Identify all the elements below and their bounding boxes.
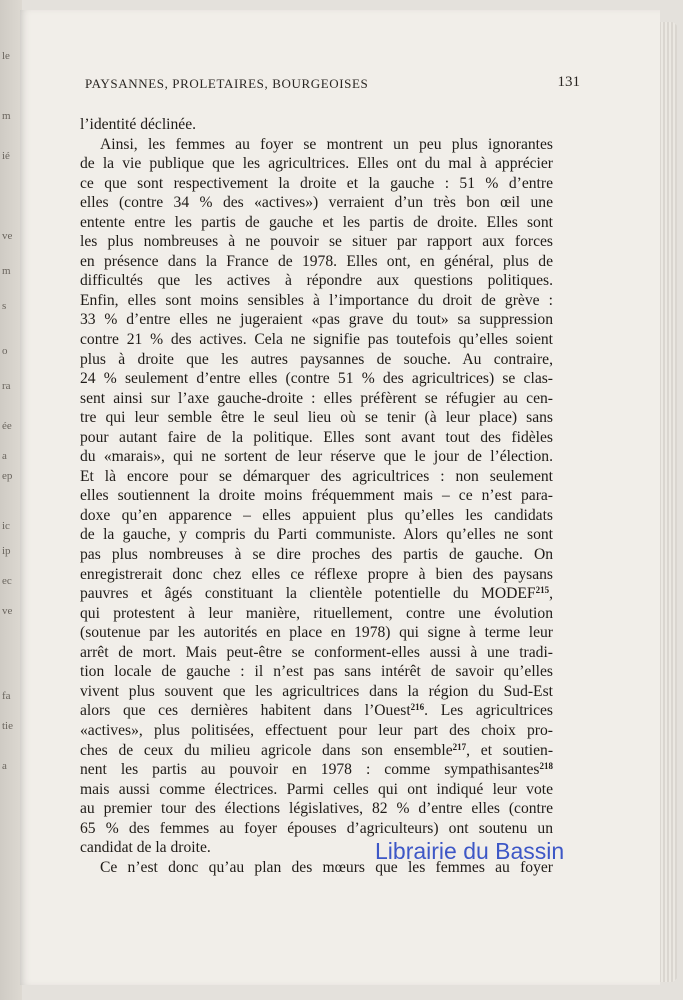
text-line: pas plus nombreuses à se dire proches des partis de gauche. On (80, 546, 553, 564)
text-line: qui protestent à leur manière, rituellement, contre une évolution (80, 604, 553, 622)
text-line: (soutenue par les autorités en place en 1978) qui signe à terme leur (80, 624, 553, 642)
facing-page-fragment: ec (2, 575, 12, 587)
facing-page-fragment: ve (2, 230, 13, 242)
text-line: ce que sont respectivement la droite et la gauche : 51 % d’entre (80, 174, 553, 192)
text-line: doxe qu’en apparence – elles appuient plus qu’elles les candidats (80, 506, 553, 524)
text-line: 24 % seulement d’entre elles (contre 51 % des agricultrices) se clas- (80, 370, 553, 388)
facing-page-fragment: o (2, 345, 8, 357)
facing-page-fragment: fa (2, 690, 11, 702)
facing-page-fragment: s (2, 300, 7, 312)
text-line: «actives», plus politisées, effectuent pour leur part des choix pro- (80, 721, 553, 739)
text-line: du «marais», qui ne sortent de leur réserve que le jour de l’élection. (80, 448, 553, 466)
text-line: nent les partis au pouvoir en 1978 : comme sympathisantes$^{218}$ (80, 761, 553, 779)
text-line: tion locale de gauche : il n’est pas sans intérêt de savoir qu’elles (80, 663, 553, 681)
facing-page-fragment: ip (2, 545, 11, 557)
page-edges (657, 22, 677, 982)
text-line: au premier tour des élections législatives, 82 % d’entre elles (contre (80, 800, 553, 818)
facing-page-fragment: m (2, 265, 11, 277)
text-line: entente entre les partis de gauche et les partis de droite. Elles sont (80, 213, 553, 231)
text-line: ches de ceux du milieu agricole dans son ensemble$^{217}$, et soutien- (80, 741, 554, 759)
text-line: elles (contre 34 % des «actives») verraient d’un très bon œil une (80, 194, 553, 212)
text-line: Et là encore pour se démarquer des agricultrices : non seulement (80, 467, 553, 485)
facing-page-fragment: ra (2, 380, 11, 392)
text-line: les plus nombreuses à ne pouvoir se situer par rapport aux forces (80, 233, 553, 251)
text-line: Ainsi, les femmes au foyer se montrent un peu plus ignorantes (100, 135, 553, 153)
footnote-ref: 216 (410, 702, 425, 713)
footnote-ref: 215 (535, 585, 550, 596)
watermark: Librairie du Bassin (375, 838, 565, 864)
facing-page-fragment: le (2, 50, 10, 62)
facing-page-edge (0, 0, 22, 1000)
footnote-ref: 217 (452, 741, 467, 752)
text-line: difficultés que les actives à répondre aux questions politiques. (80, 272, 553, 290)
text-line: tre qui leur semble être le seul lieu où se tenir (à leur place) sans (80, 409, 553, 427)
facing-page-fragment: a (2, 450, 7, 462)
footnote-ref: 218 (539, 761, 553, 772)
text-line: Ce n’est donc qu’au plan des mœurs que les femmes au foyer (100, 858, 553, 876)
text-line: sent ainsi sur l’axe gauche-droite : elles préfèrent se réfugier au cen- (80, 389, 553, 407)
text-line: alors que ces dernières habitent dans l’Ouest$^{216}$. Les agricultrices (80, 702, 553, 720)
text-line: vivent plus souvent que les agricultrices dans la région du Sud-Est (80, 682, 553, 700)
facing-page-fragment: tie (2, 720, 13, 732)
facing-page-fragment: ep (2, 470, 13, 482)
facing-page-fragment: ié (2, 150, 10, 162)
facing-page-fragment: ée (2, 420, 12, 432)
text-line: de la vie publique que les agricultrices. Elles ont du mal à apprécier (80, 155, 553, 173)
text-line: de la gauche, y compris du Parti communiste. Alors qu’elles ne sont (80, 526, 553, 544)
text-line: 65 % des femmes au foyer épouses d’agriculteurs) ont soutenu un (80, 819, 553, 837)
text-line: pauvres et âgés constituant la clientèle potentielle du MODEF$^{215}$, (80, 585, 553, 603)
text-line: en présence dans la France de 1978. Elles ont, en général, plus de (80, 252, 553, 270)
text-line: Enfin, elles sont moins sensibles à l’importance du droit de grève : (80, 291, 553, 309)
facing-page-fragment: a (2, 760, 7, 772)
page-number: 131 (557, 74, 580, 90)
text-line: l’identité déclinée. (80, 116, 197, 133)
text-line: arrêt de mort. Mais peut-être se conforment-elles aussi à une tradi- (80, 643, 553, 661)
text-line: enregistrerait donc chez elles ce réflexe propre à bien des paysans (80, 565, 553, 583)
text-line: contre 21 % des actives. Cela ne signifie pas toutefois qu’elles soient (80, 331, 553, 349)
text-line: candidat de la droite. (80, 839, 211, 857)
text-line: 33 % d’entre elles ne jugeraient «pas grave du tout» sa suppression (80, 311, 553, 329)
text-line: plus à droite que les autres paysannes de souche. Au contraire, (80, 350, 553, 368)
facing-page-fragment: ve (2, 605, 13, 617)
running-head-title: PAYSANNES, PROLETAIRES, BOURGEOISES (85, 76, 369, 91)
text-line: elles soutiennent la droite moins fréquemment mais – ce n’est para- (80, 487, 553, 505)
body-text (80, 115, 553, 877)
facing-page-fragment: ic (2, 520, 10, 532)
facing-page-fragment: m (2, 110, 11, 122)
text-line: mais aussi comme électrices. Parmi celles qui ont indiqué leur vote (80, 780, 553, 798)
text-line: pour autant faire de la politique. Elles sont avant tout des fidèles (80, 428, 553, 446)
